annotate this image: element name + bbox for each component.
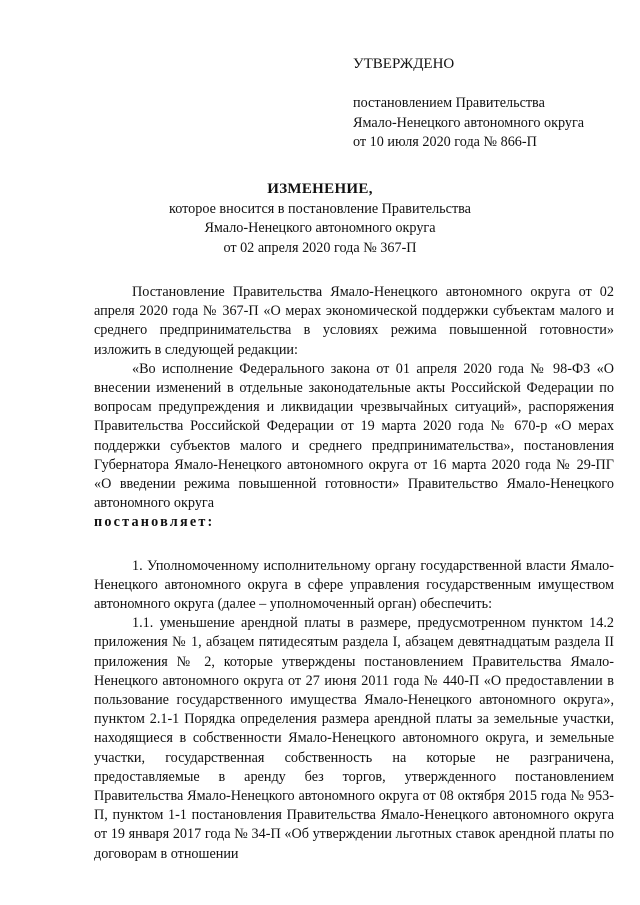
decree-word	[94, 513, 614, 532]
document-title-block	[0, 180, 640, 258]
paragraph-intro: Постановление Правительства Ямало-Ненецкого автономного округа от 02 апреля 2020 года № 367-П «О мерах экономической поддержки субъектам малого и среднего предпринимательства в условиях режима повышенной готовности» изложить в следующей редакции:	[94, 284, 614, 358]
approval-line: Ямало-Ненецкого автономного округа	[353, 114, 585, 131]
spacer	[94, 533, 614, 557]
paragraph-item-1: 1. Уполномоченному исполнительному органу государственной власти Ямало-Ненецкого автономного округа в сфере управления государственным имуществом автономного округа (далее – уполномоченный орган) обеспечить:	[94, 557, 614, 613]
document-title: ИЗМЕНЕНИЕ,	[267, 181, 373, 197]
paragraph-item-1-1: 1.1. уменьшение арендной платы в размере, предусмотренном пунктом 14.2 приложения № 1, абзацем пятидесятым раздела I, абзацем девятнадцатым раздела II приложения № 2, которые утверждены постановлением Правительства Ямало-Ненецкого автономного округа от 27 июня 2011 года № 440-П «О предоставлении в пользование государственного имущества Ямало-Ненецкого автономного округа», пунктом 2.1-1 Порядка определения размера арендной платы за земельные участки, находящиеся в собственности Ямало-Ненецкого автономного округа, и земельные участки, государственная собственность на которые не разграничена, предоставляемые в аренду без торгов, утвержденного постановлением Правительства Ямало-Ненецкого автономного округа от 08 октября 2015 года № 953-П, пунктом 1-1 постановления Правительства Ямало-Ненецкого автономного округа от 19 января 2017 года № 34-П «Об утверждении льготных ставок арендной платы по договорам в отношении	[94, 615, 614, 862]
approval-line: постановлением Правительства	[353, 95, 545, 111]
paragraph-preamble: «Во исполнение Федерального закона от 01 апреля 2020 года № 98-ФЗ «О внесении изменений в отдельные законодательные акты Российской Федерации по вопросам предупреждения и ликвидации чрезвычайных ситуаций», распоряжения Правительства Российской Федерации от 19 марта 2020 года № 670-р «О мерах поддержки субъектов малого и среднего предпринимательства», постановления Губернатора Ямало-Ненецкого автономного округа от 16 марта 2020 года № 29-ПГ «О введении режима повышенной готовности» Правительство Ямало-Ненецкого автономного округа	[94, 360, 614, 512]
title-line: от 02 апреля 2020 года № 367-П	[223, 239, 417, 256]
title-line: Ямало-Ненецкого автономного округа	[204, 220, 436, 236]
approval-line: от 10 июля 2020 года № 866-П	[353, 134, 537, 150]
decree-text: постановляет:	[94, 514, 215, 531]
approval-heading: УТВЕРЖДЕНО	[353, 56, 455, 72]
approval-block	[353, 94, 584, 153]
document-body	[94, 283, 614, 864]
title-line: которое вносится в постановление Правительства	[169, 200, 471, 217]
